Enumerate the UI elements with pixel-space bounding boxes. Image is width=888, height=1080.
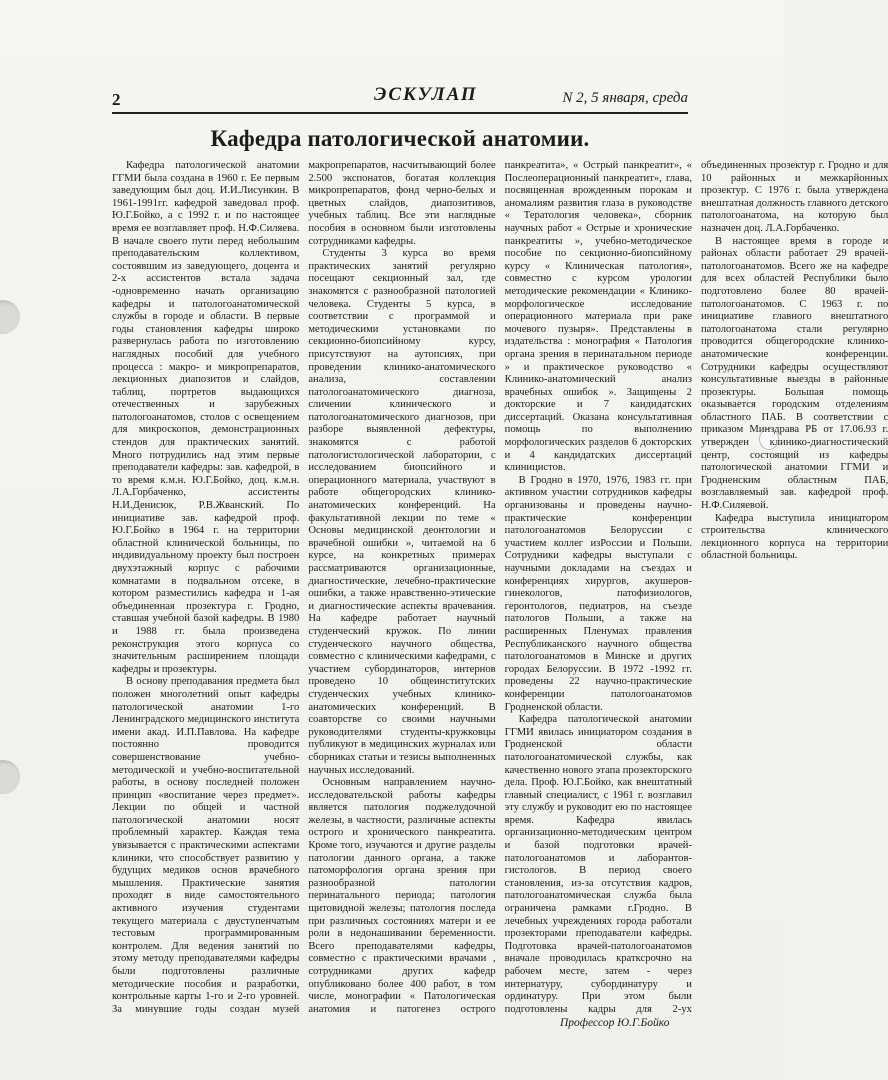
paragraph: Студенты 3 курса во время практических занятий регулярно посещают секционный зал, где знакомятся с разнообразной патологией человека. Студенты 5 курса, в соответствии с программой и методическими установками по секционно-биопсийному курсу, присутствуют на аутопсиях, при проведении клинико-анатомического анализа, составлении патологоанатомического диагноза, сличении клинического и патологоанатомического диагнозов, при разборе выявленной дефектуры, знакомятся с работой патологистологической лаборатории, с исследованием биопсийного и операционного материала, участвуют в работе общегородских клинико-анатомических конференций. На факультативной лекции по теме « Основы медицинской деонтологии и врачебной ошибки », читаемой на 6 курсе, на конкретных примерах рассматриваются организационные, диагностические, лечебно-практические ошибки, а также нравственно-этические и диагностические аспекты врачевания. На кафедре работает научный студенческий кружок. По линии студенческого научного общества, совместно с клиническими кафедрами, с участием субординаторов, интернов проведено 10 общеинститутских студенческих учебных клинико-анатомических конференций. В соавторстве со своими научными руководителями студенты-кружковцы публикуют в медицинских журналах или сборниках статьи и тезисы выполненных научных исследований. [308,248,496,776]
article-title: Кафедра патологической анатомии. [210,126,590,151]
paragraph: В Гродно в 1970, 1976, 1983 гг. при активном участии сотрудников кафедры организованы и проведены научно-практические конференции патологоанатомов Белоруссии с участием коллег изРоссии и Польши. Сотрудники кафедры выступали с научными докладами на съездах и конференциях хирургов, акушеров-гинекологов, патофизиологов, геронтологов, педиатров, на съезде патологов Польши, а также на расширенных Пленумах правления Республиканского научного общества патологоанатомов в Минске и других городах Белоруссии. В 1972 -1992 гг. проведены 22 научно-практические конференции патологоанатомов Гродненской области. [504,474,692,713]
paragraph: В настоящее время в городе и районах области работает 29 врачей-патологоанатомов. Всего же на кафедре для всех областей Республики было подготовлено более 80 врачей-патологоанатомов. С 1963 г. по инициативе главного внештатного патологоанатома стали регулярно проводится общегородские клинико-анатомические конференции. Сотрудники кафедры осуществляют консультативные выезды в районные прозектуры. Большая помощь оказывается городским отделениям областного ПАБ. В соответствии с приказом Минздрава РБ от 17.06.93 г. утвержден клинико-диагностический центр, состоящий из кафедры патологической анатомии ГГМИ и Гродненским областным ПАБ, возглавляемый зав. кафедрой проф. Н.Ф.Силяевой. [700,235,888,512]
paragraph: Кафедра выступила инициатором строительства клинического лекционного корпуса на территории областной больницы. [700,512,888,562]
page-number: 2 [112,90,121,109]
issue-info: N 2, 5 января, среда [562,90,688,106]
article-body [112,160,888,1020]
header-rule [112,112,688,114]
punch-hole [0,760,20,794]
paragraph: Основным направлением научно-исследовательской работы кафедры является патология поджелудочной железы, в частности, различные аспекты острого и хронического панкреатита. Кроме того, изучаются и другие разделы патологии данного органа, а также патоморфология органа зрения при разнообразной патологии перинатального периода; патология щитовидной железы; патология последа при различных состояниях матери и ее роли в недонашивании беременности. Всего преподавателями кафедры, совместно с практическими врачами , сотрудниками других кафедр опубликовано более 400 работ, в том числе, монографии « Патологическая анатомия и патогенез острого панкреатита», « Острый панкреатит», « Послеоперационный панкреатит», глава, посвященная врожденным порокам и аномалиям развития глаза в руководстве « Тератология человека», сборник научных работ « Острые и хронические панкреатиты », учебно-методическое пособие по секционно-биопсийному курсу « Клиническая патология», совместно с курсом урологии методические рекомендации « Клинико-морфологическое исследование операционного материала при раке мочевого пузыря». Представлены в издательства : монография « Патология органа зрения в перинатальном периоде » и практическое руководство « Клинико-анатомический анализ врачебных ошибок ». Защищены 2 докторские и 7 кандидатских диссертаций. Оказана консультативная помощь по выполнению морфологических разделов 6 докторских и 4 кандидатских диссертаций клиницистов. [308,160,692,1015]
punch-hole [0,300,20,334]
paragraph: В основу преподавания предмета был положен многолетний опыт кафедры патологической анатомии 1-го Ленинградского медицинского института имени акад. И.П.Павлова. На кафедре постоянно проводится совершенствование учебно-методической и учебно-воспитательной работы, в основу последней положен принцип «воспитание через предмет». Лекции по общей и частной патологической анатомии носят проблемный характер. Каждая тема увязывается с практическими аспектами клиники, что способствует развитию у будущих медиков основ врачебного мышления. Практические занятия проходят в виде самостоятельного активного изучения студентами текущего материала с двуступенчатым тестовым программированным контролем. Для ведения занятий по этому методу преподавателями кафедры были подготовлены различные методические пособия и разработки, контрольные карты 1-го и 2-го уровней. За минувшие годы создан музей макропрепаратов, насчитывающий более 2.500 экспонатов, богатая коллекция микропрепаратов, фонд черно-белых и цветных слайдов, диапозитивов, учебных таблиц. Все эти наглядные пособия в основном были изготовлены сотрудниками кафедры. [112,160,496,1015]
author-signature: Профессор Ю.Г.Бойко [560,1017,670,1029]
masthead: ЭСКУЛАП [374,84,478,105]
paragraph: Кафедра патологической анатомии ГГМИ явилась инициатором создания в Гродненской области патологоанатомической службы, как качественно нового этапа прозекторского дела. Проф. Ю.Г.Бойко, как внештатный главный специалист, с 1961 г. возглавил эту службу и руководит ею по настоящее время. Кафедра явилась организационно-методическим центром и базой подготовки врачей-патологоанатомов и лаборантов-гистологов. В период своего становления, из-за отсутствия кадров, патологоанатомическая служба была ограничена рамками г.Гродно. В лечебных учреждениях города работали прозекторами преподаватели кафедры. Подготовка врачей-патологоанатомов вначале проводилась кратксрочно на рабочем месте, затем - через интернатуру, субординатуру и ординатуру. При этом были подготовлены кадры для 2-ух объединенных прозектур г. Гродно и для 10 районных и межкарйонных прозектур. С 1976 г. была утверждена внештатная должность главного детского патологоанатома, на которую был назначен доц. Л.А.Горбаченко. [504,160,888,1015]
paragraph: Кафедра патологической анатомии ГГМИ была создана в 1960 г. Ее первым заведующим был доц. И.И.Лисункин. В 1961-1991гг. кафедрой заведовал проф. Ю.Г.Бойко, а с 1992 г. и по настоящее время ее возглавляет проф. Н.Ф.Силяева. В начале своего пути перед небольшим преподавательским коллективом, состоявшим из заведующего, доцента и 2-х ассистентов встала задача -одновременно начать организацию кафедры и патологоанатомической службы в городе и области. В первые годы становления кафедры широко развернулась работа по изготовлению наглядных пособий для учебного процесса : макро- и микропрепаратов, лекционных диапозитов и слайдов, таблиц, портретов выдающихся отечественных и зарубежных патологоанатомов, столов с освещением для микроскопов, демонстрационных стендов для практических занятий. Много потрудились над этим первые преподаватели кафедры: зав. кафедрой, в то время к.м.н. Ю.Г.Бойко, доц. к.м.н. Л.А.Горбаченко, ассистенты Н.И.Денисюк, Р.В.Жванский. По инициативе зав. кафедрой проф. Ю.Г.Бойко в 1964 г. на территории областной клинической больницы, по индивидуальному проекту был построен двухэтажный корпус с рабочими комнатами в подвальном отсеке, в котором разместились кафедра и 1-ая объединенная прозектура г. Гродно, ставшая учебной базой кафедры. В 1980 и 1988 гг. была произведена реконструкция этого корпуса со значительным расширением площади кафедры и прозектуры. [112,160,300,675]
